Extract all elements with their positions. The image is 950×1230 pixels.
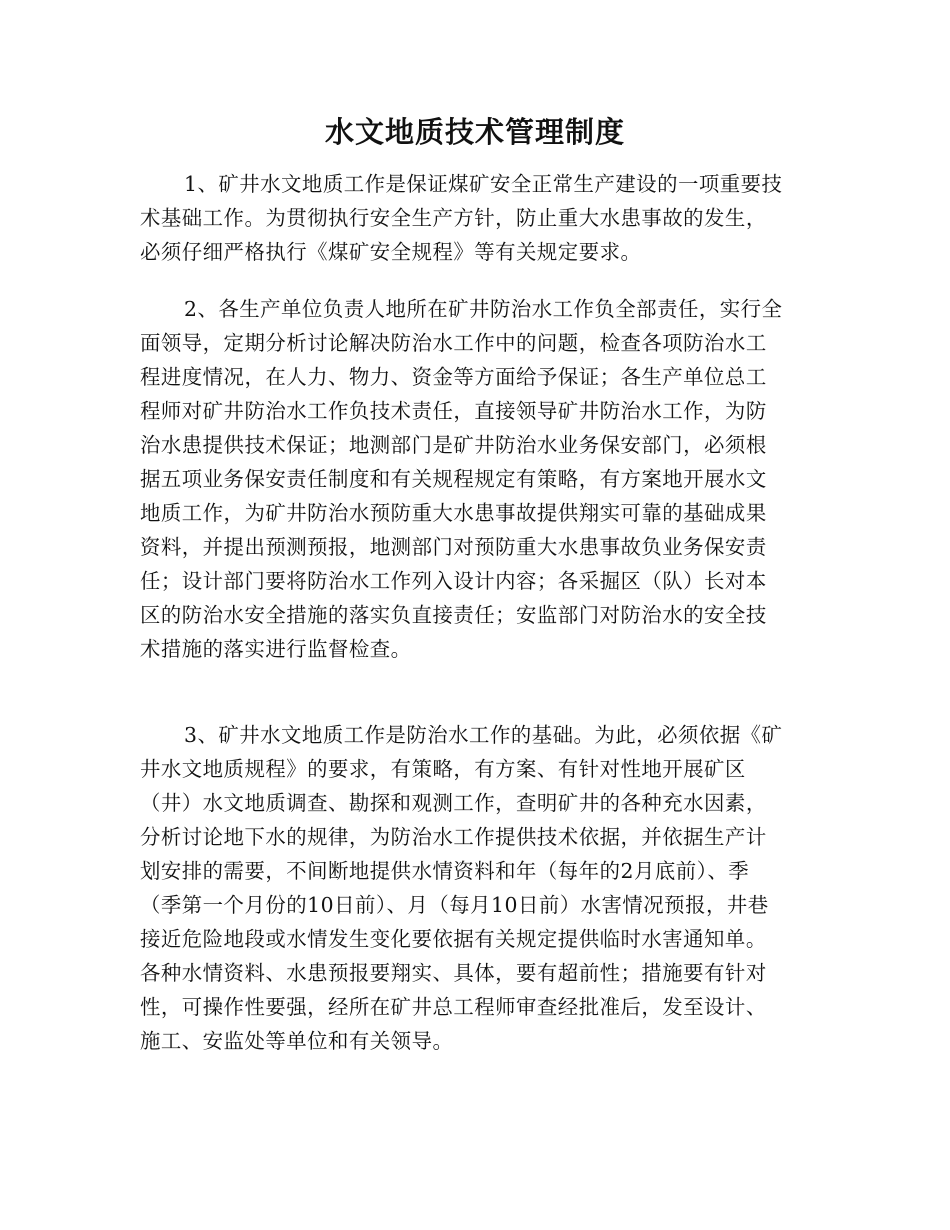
- paragraph-line: 3、矿井水文地质工作是防治水工作的基础。为此，必须依据《矿: [184, 723, 783, 747]
- paragraph-line: （井）水文地质调查、勘探和观测工作，查明矿井的各种充水因素，: [140, 791, 767, 815]
- paragraph-line: 程进度情况，在人力、物力、资金等方面给予保证；各生产单位总工: [140, 365, 767, 389]
- paragraph-line: 资料，并提出预测预报，地测部门对预防重大水患事故负业务保安责: [140, 535, 767, 559]
- paragraph-line: 据五项业务保安责任制度和有关规程规定有策略，有方案地开展水文: [140, 467, 767, 491]
- paragraph-line: 性，可操作性要强，经所在矿井总工程师审查经批准后，发至设计、: [140, 995, 767, 1019]
- paragraph-2: [140, 292, 820, 666]
- paragraph-line: 地质工作，为矿井防治水预防重大水患事故提供翔实可靠的基础成果: [140, 501, 767, 525]
- paragraph-line: 2、各生产单位负责人地所在矿井防治水工作负全部责任，实行全: [184, 297, 783, 321]
- paragraph-line: 面领导，定期分析讨论解决防治水工作中的问题，检查各项防治水工: [140, 331, 767, 355]
- paragraph-line: 各种水情资料、水患预报要翔实、具体，要有超前性；措施要有针对: [140, 961, 767, 985]
- paragraph-line: 治水患提供技术保证；地测部门是矿井防治水业务保安部门，必须根: [140, 433, 767, 457]
- paragraph-line: 接近危险地段或水情发生变化要依据有关规定提供临时水害通知单。: [140, 927, 767, 951]
- paragraph-3: [140, 718, 820, 1058]
- paragraph-line: 术基础工作。为贯彻执行安全生产方针，防止重大水患事故的发生，: [140, 206, 767, 230]
- paragraph-line: 任；设计部门要将防治水工作列入设计内容；各采掘区（队）长对本: [140, 569, 767, 593]
- paragraph-line: 术措施的落实进行监督检查。: [140, 637, 412, 661]
- paragraph-line: 分析讨论地下水的规律，为防治水工作提供技术依据，并依据生产计: [140, 825, 767, 849]
- paragraph-line: 井水文地质规程》的要求，有策略，有方案、有针对性地开展矿区: [140, 757, 746, 781]
- paragraph-line: 1、矿井水文地质工作是保证煤矿安全正常生产建设的一项重要技: [184, 172, 783, 196]
- paragraph-line: （季第一个月份的10日前）、月（每月10日前）水害情况预报，井巷: [140, 893, 769, 917]
- paragraph-line: 施工、安监处等单位和有关领导。: [140, 1029, 454, 1053]
- paragraph-line: 程师对矿井防治水工作负技术责任，直接领导矿井防治水工作，为防: [140, 399, 767, 423]
- paragraph-line: 必须仔细严格执行《煤矿安全规程》等有关规定要求。: [140, 240, 642, 264]
- document-title: 水文地质技术管理制度: [324, 115, 625, 149]
- paragraph-1: [140, 167, 820, 269]
- paragraph-line: 区的防治水安全措施的落实负直接责任；安监部门对防治水的安全技: [140, 603, 767, 627]
- paragraph-line: 划安排的需要，不间断地提供水情资料和年（每年的2月底前）、季: [140, 859, 750, 883]
